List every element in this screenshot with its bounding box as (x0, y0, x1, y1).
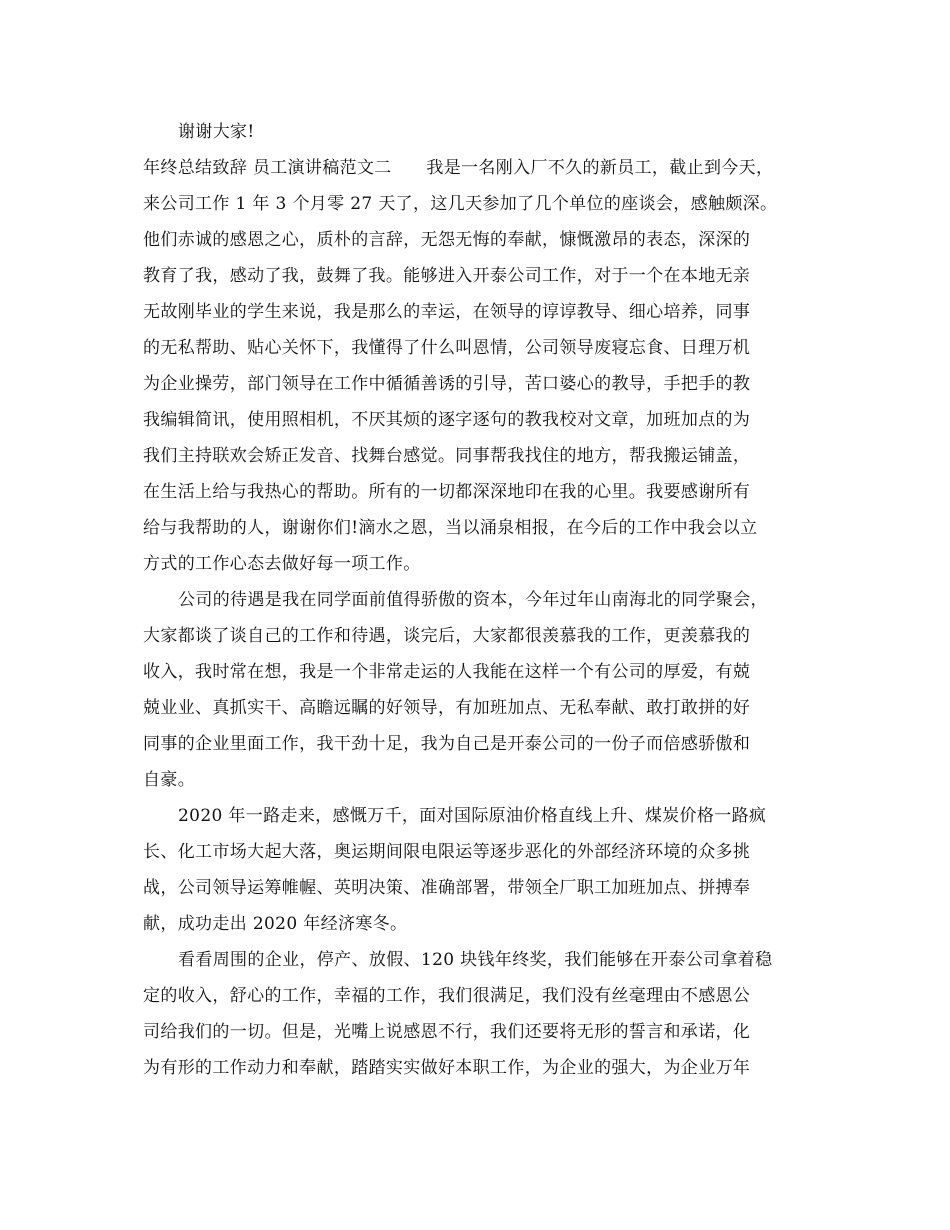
text-line: 给与我帮助的人，谢谢你们!滴水之恩，当以涌泉相报，在今后的工作中我会以立 (143, 518, 758, 538)
text-line: 在生活上给与我热心的帮助。所有的一切都深深地印在我的心里。我要感谢所有 (143, 482, 751, 502)
text-line: 为有形的工作动力和奉献，踏踏实实做好本职工作，为企业的强大，为企业万年 (143, 1058, 751, 1078)
text-line: 他们赤诚的感恩之心，质朴的言辞，无怨无悔的奉献，慷慨激昂的表态，深深的 (143, 230, 751, 250)
text-line: 司给我们的一切。但是，光嘴上说感恩不行，我们还要将无形的誓言和承诺，化 (143, 1022, 751, 1042)
paragraph-start-line: 公司的待遇是我在同学面前值得骄傲的资本，今年过年山南海北的同学聚会， (178, 590, 768, 610)
text-line: 兢业业、真抓实干、高瞻远瞩的好领导，有加班加点、无私奉献、敢打敢拼的好 (143, 698, 751, 718)
closing-thanks-line: 谢谢大家! (178, 122, 255, 142)
paragraph-start-line: 2020 年一路走来，感慨万千，面对国际原油价格直线上升、煤炭价格一路疯 (178, 806, 767, 826)
text-line: 收入，我时常在想，我是一个非常走运的人我能在这样一个有公司的厚爱，有兢 (143, 662, 751, 682)
text-line: 的无私帮助、贴心关怀下，我懂得了什么叫恩情，公司领导废寝忘食、日理万机 (143, 338, 751, 358)
text-line: 为企业操劳，部门领导在工作中循循善诱的引导，苦口婆心的教导，手把手的教 (143, 374, 751, 394)
paragraph-start-line: 看看周围的企业，停产、放假、120 块钱年终奖，我们能够在开泰公司拿着稳 (178, 950, 773, 970)
section-title-line: 年终总结致辞 员工演讲稿范文二 我是一名刚入厂不久的新员工，截止到今天， (143, 158, 774, 178)
text-line: 我编辑简讯，使用照相机，不厌其烦的逐字逐句的教我校对文章，加班加点的为 (143, 410, 751, 430)
text-line: 无故刚毕业的学生来说，我是那么的幸运，在领导的谆谆教导、细心培养，同事 (143, 302, 751, 322)
text-line: 长、化工市场大起大落，奥运期间限电限运等逐步恶化的外部经济环境的众多挑 (143, 842, 751, 862)
text-line: 献，成功走出 2020 年经济寒冬。 (143, 914, 408, 934)
text-line: 我们主持联欢会矫正发音、找舞台感觉。同事帮我找住的地方，帮我搬运铺盖， (143, 446, 751, 466)
text-line: 方式的工作心态去做好每一项工作。 (143, 554, 421, 574)
text-line: 战，公司领导运筹帷幄、英明决策、准确部署，带领全厂职工加班加点、拼搏奉 (143, 878, 751, 898)
text-line: 来公司工作 1 年 3 个月零 27 天了，这几天参加了几个单位的座谈会，感触颇深。 (143, 194, 778, 214)
text-line: 自豪。 (143, 770, 196, 790)
text-line: 定的收入，舒心的工作，幸福的工作，我们很满足，我们没有丝毫理由不感恩公 (143, 986, 751, 1006)
text-line: 大家都谈了谈自己的工作和待遇，谈完后，大家都很羡慕我的工作，更羡慕我的 (143, 626, 751, 646)
text-line: 同事的企业里面工作，我干劲十足，我为自己是开泰公司的一份子而倍感骄傲和 (143, 734, 751, 754)
text-line: 教育了我，感动了我，鼓舞了我。能够进入开泰公司工作，对于一个在本地无亲 (143, 266, 751, 286)
